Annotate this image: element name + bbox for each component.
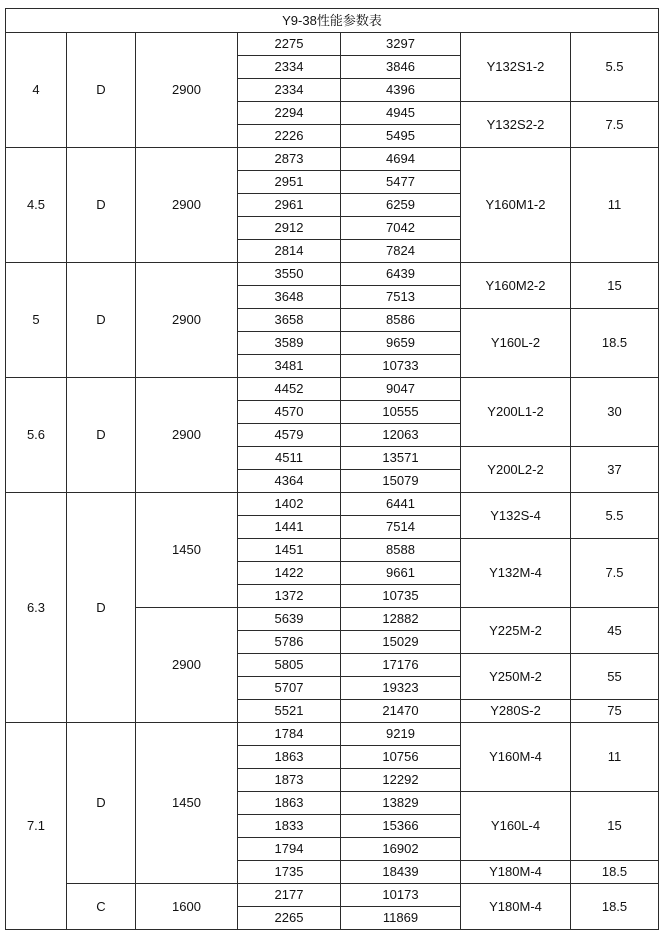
speed-cell: 1600 — [136, 884, 238, 930]
motor-model-cell: Y132M-4 — [461, 539, 571, 608]
power-cell: 11 — [571, 723, 659, 792]
pressure-cell: 3550 — [238, 263, 341, 286]
pressure-cell: 1422 — [238, 562, 341, 585]
transmission-cell: D — [67, 33, 136, 148]
power-cell: 7.5 — [571, 539, 659, 608]
motor-model-cell: Y180M-4 — [461, 884, 571, 930]
flow-cell: 9661 — [341, 562, 461, 585]
motor-model-cell: Y200L2-2 — [461, 447, 571, 493]
flow-cell: 10735 — [341, 585, 461, 608]
pressure-cell: 1833 — [238, 815, 341, 838]
pressure-cell: 3658 — [238, 309, 341, 332]
motor-model-cell: Y180M-4 — [461, 861, 571, 884]
pressure-cell: 4511 — [238, 447, 341, 470]
flow-cell: 13829 — [341, 792, 461, 815]
flow-cell: 10733 — [341, 355, 461, 378]
pressure-cell: 2334 — [238, 79, 341, 102]
speed-cell: 2900 — [136, 378, 238, 493]
pressure-cell: 1784 — [238, 723, 341, 746]
pressure-cell: 2177 — [238, 884, 341, 907]
table-row — [6, 884, 659, 907]
transmission-cell: D — [67, 723, 136, 884]
pressure-cell: 5639 — [238, 608, 341, 631]
pressure-cell: 2275 — [238, 33, 341, 56]
flow-cell: 12882 — [341, 608, 461, 631]
pressure-cell: 1863 — [238, 792, 341, 815]
pressure-cell: 2961 — [238, 194, 341, 217]
flow-cell: 7514 — [341, 516, 461, 539]
flow-cell: 3297 — [341, 33, 461, 56]
flow-cell: 15366 — [341, 815, 461, 838]
pressure-cell: 1402 — [238, 493, 341, 516]
flow-cell: 4694 — [341, 148, 461, 171]
motor-model-cell: Y200L1-2 — [461, 378, 571, 447]
pressure-cell: 5707 — [238, 677, 341, 700]
pressure-cell: 5805 — [238, 654, 341, 677]
speed-cell: 1450 — [136, 723, 238, 884]
motor-model-cell: Y160L-4 — [461, 792, 571, 861]
flow-cell: 10555 — [341, 401, 461, 424]
flow-cell: 6441 — [341, 493, 461, 516]
flow-cell: 5495 — [341, 125, 461, 148]
motor-model-cell: Y225M-2 — [461, 608, 571, 654]
speed-cell: 2900 — [136, 608, 238, 723]
motor-model-cell: Y160M1-2 — [461, 148, 571, 263]
pressure-cell: 4570 — [238, 401, 341, 424]
transmission-cell: D — [67, 378, 136, 493]
table-row — [6, 493, 659, 516]
flow-cell: 13571 — [341, 447, 461, 470]
power-cell: 18.5 — [571, 884, 659, 930]
pressure-cell: 3589 — [238, 332, 341, 355]
power-cell: 15 — [571, 792, 659, 861]
flow-cell: 6259 — [341, 194, 461, 217]
transmission-cell: D — [67, 493, 136, 723]
power-cell: 15 — [571, 263, 659, 309]
table-title: Y9-38性能参数表 — [6, 9, 659, 33]
motor-model-cell: Y250M-2 — [461, 654, 571, 700]
pressure-cell: 2912 — [238, 217, 341, 240]
flow-cell: 4396 — [341, 79, 461, 102]
flow-cell: 7042 — [341, 217, 461, 240]
pressure-cell: 2294 — [238, 102, 341, 125]
pressure-cell: 2226 — [238, 125, 341, 148]
pressure-cell: 1372 — [238, 585, 341, 608]
title-row — [6, 9, 659, 33]
pressure-cell: 1441 — [238, 516, 341, 539]
motor-model-cell: Y160L-2 — [461, 309, 571, 378]
table-row — [6, 148, 659, 171]
speed-cell: 2900 — [136, 148, 238, 263]
flow-cell: 7824 — [341, 240, 461, 263]
pressure-cell: 3481 — [238, 355, 341, 378]
model-number-cell: 6.3 — [6, 493, 67, 723]
flow-cell: 9219 — [341, 723, 461, 746]
power-cell: 18.5 — [571, 861, 659, 884]
flow-cell: 17176 — [341, 654, 461, 677]
transmission-cell: C — [67, 884, 136, 930]
flow-cell: 8586 — [341, 309, 461, 332]
table-row — [6, 263, 659, 286]
pressure-cell: 1863 — [238, 746, 341, 769]
speed-cell: 2900 — [136, 263, 238, 378]
flow-cell: 9047 — [341, 378, 461, 401]
pressure-cell: 5786 — [238, 631, 341, 654]
power-cell: 7.5 — [571, 102, 659, 148]
flow-cell: 8588 — [341, 539, 461, 562]
flow-cell: 15029 — [341, 631, 461, 654]
table-row — [6, 33, 659, 56]
motor-model-cell: Y160M-4 — [461, 723, 571, 792]
pressure-cell: 4364 — [238, 470, 341, 493]
flow-cell: 18439 — [341, 861, 461, 884]
pressure-cell: 1873 — [238, 769, 341, 792]
performance-table — [5, 8, 659, 930]
motor-model-cell: Y280S-2 — [461, 700, 571, 723]
motor-model-cell: Y132S1-2 — [461, 33, 571, 102]
transmission-cell: D — [67, 263, 136, 378]
pressure-cell: 3648 — [238, 286, 341, 309]
pressure-cell: 2334 — [238, 56, 341, 79]
power-cell: 75 — [571, 700, 659, 723]
flow-cell: 12292 — [341, 769, 461, 792]
table-row — [6, 378, 659, 401]
flow-cell: 11869 — [341, 907, 461, 930]
flow-cell: 21470 — [341, 700, 461, 723]
flow-cell: 6439 — [341, 263, 461, 286]
model-number-cell: 7.1 — [6, 723, 67, 930]
flow-cell: 12063 — [341, 424, 461, 447]
model-number-cell: 4.5 — [6, 148, 67, 263]
flow-cell: 15079 — [341, 470, 461, 493]
flow-cell: 5477 — [341, 171, 461, 194]
pressure-cell: 2951 — [238, 171, 341, 194]
flow-cell: 7513 — [341, 286, 461, 309]
motor-model-cell: Y160M2-2 — [461, 263, 571, 309]
flow-cell: 10756 — [341, 746, 461, 769]
power-cell: 37 — [571, 447, 659, 493]
speed-cell: 1450 — [136, 493, 238, 608]
pressure-cell: 2265 — [238, 907, 341, 930]
power-cell: 11 — [571, 148, 659, 263]
pressure-cell: 1735 — [238, 861, 341, 884]
flow-cell: 3846 — [341, 56, 461, 79]
table-row — [6, 723, 659, 746]
motor-model-cell: Y132S-4 — [461, 493, 571, 539]
flow-cell: 19323 — [341, 677, 461, 700]
pressure-cell: 1451 — [238, 539, 341, 562]
power-cell: 5.5 — [571, 493, 659, 539]
power-cell: 30 — [571, 378, 659, 447]
flow-cell: 9659 — [341, 332, 461, 355]
model-number-cell: 5 — [6, 263, 67, 378]
power-cell: 45 — [571, 608, 659, 654]
pressure-cell: 5521 — [238, 700, 341, 723]
power-cell: 55 — [571, 654, 659, 700]
model-number-cell: 5.6 — [6, 378, 67, 493]
flow-cell: 4945 — [341, 102, 461, 125]
power-cell: 5.5 — [571, 33, 659, 102]
flow-cell: 16902 — [341, 838, 461, 861]
speed-cell: 2900 — [136, 33, 238, 148]
pressure-cell: 2873 — [238, 148, 341, 171]
pressure-cell: 2814 — [238, 240, 341, 263]
pressure-cell: 1794 — [238, 838, 341, 861]
flow-cell: 10173 — [341, 884, 461, 907]
motor-model-cell: Y132S2-2 — [461, 102, 571, 148]
pressure-cell: 4452 — [238, 378, 341, 401]
pressure-cell: 4579 — [238, 424, 341, 447]
power-cell: 18.5 — [571, 309, 659, 378]
model-number-cell: 4 — [6, 33, 67, 148]
transmission-cell: D — [67, 148, 136, 263]
